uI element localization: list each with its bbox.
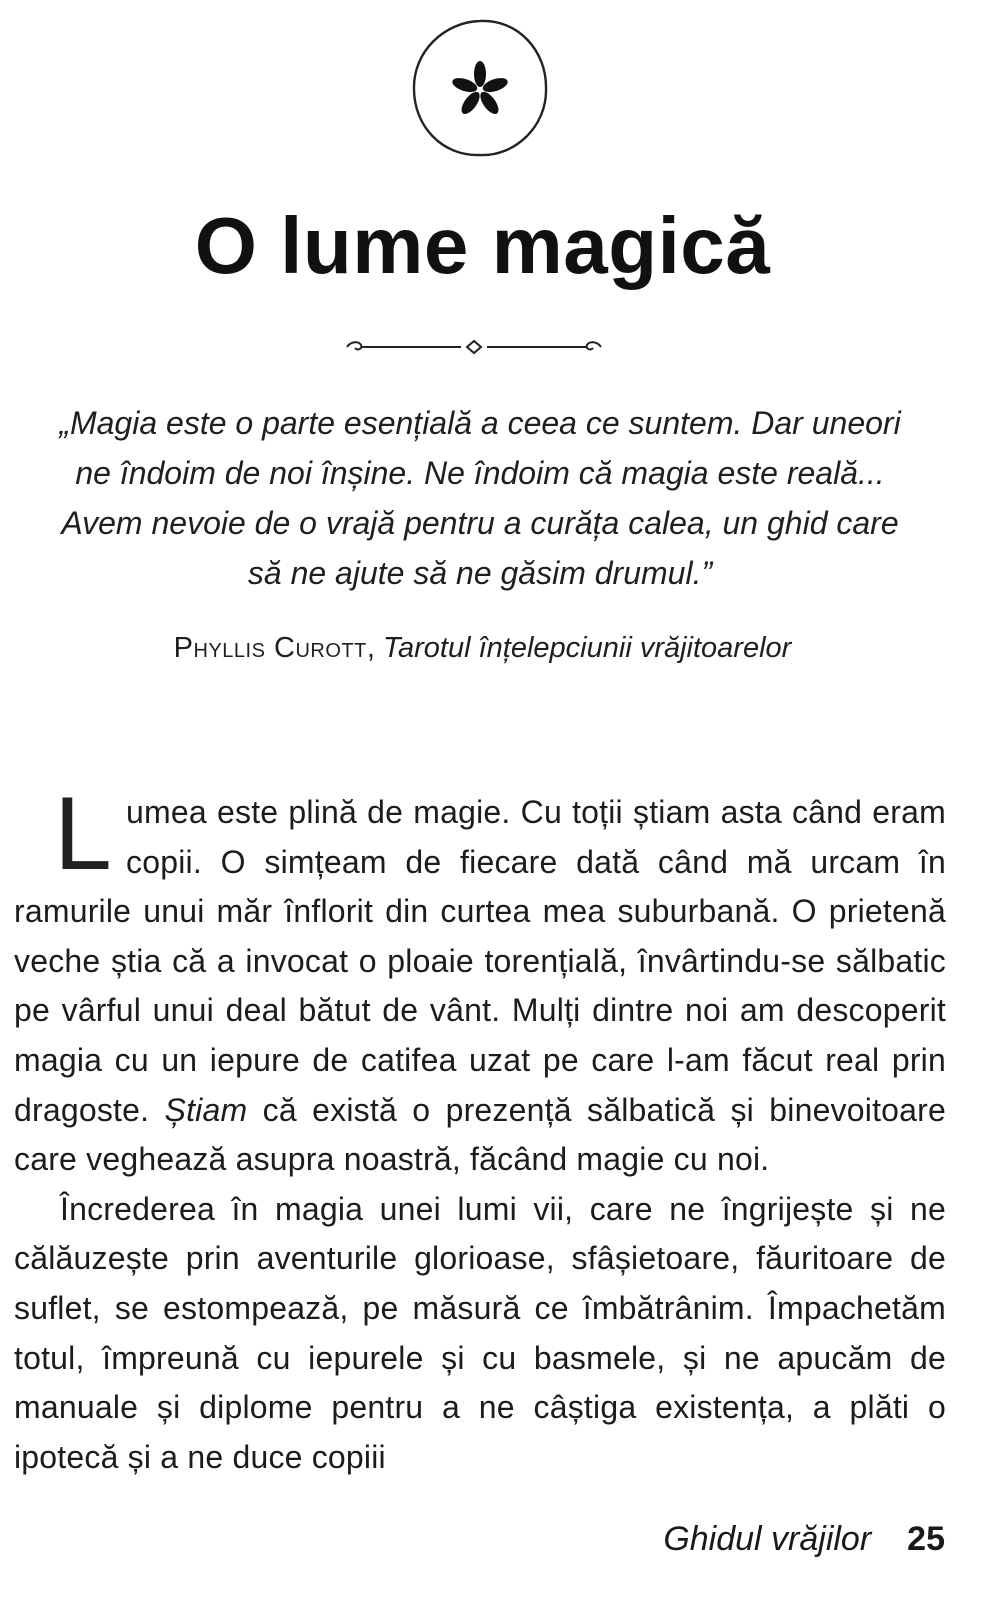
paragraph-1-emphasis: Știam [164, 1091, 248, 1128]
drop-cap: L [54, 776, 113, 892]
epigraph-author: Phyllis Curott [173, 632, 367, 664]
running-book-title: Ghidul vrăjilor [663, 1520, 872, 1558]
page-number: 25 [907, 1520, 945, 1558]
chapter-title: O lume magică [194, 201, 771, 290]
attribution-separator: , [366, 632, 383, 664]
ornamental-divider-icon [343, 335, 605, 359]
flower-ornament-icon [406, 14, 554, 162]
epigraph-quote: „Magia este o parte esențială a ceea ce suntem. Dar uneori ne îndoim de noi înșine. Ne îndoim că magia este reală... Avem nevoie de o vrajă pentru a curăța calea, un ghid care să ne ajute să ne găsim drumul.” [59, 405, 901, 591]
page-footer [663, 1520, 945, 1559]
body-text [14, 776, 947, 1482]
paragraph-1-text-b: că există o prezență sălbatică și binevoitoare care veghează asupra noastră, făcând magie cu noi. [14, 1091, 947, 1178]
paragraph-2: Încrederea în magia unei lumi vii, care ne îngrijește și ne călăuzește prin aventurile glorioase, sfâșietoare, făuritoare de suflet, se estompează, pe măsură ce îmbătrânim. Împachetăm totul, împreună cu iepurele și cu basmele, și ne apucăm de manuale și diplome pentru a ne câștiga existența, a plăti o ipotecă și a ne duce copiii [14, 1190, 946, 1475]
epigraph-work-title: Tarotul înțelepciunii vrăjitoarelor [382, 632, 792, 664]
epigraph-attribution [0, 632, 965, 665]
paragraph-1 [14, 776, 947, 1185]
paragraph-1-text-a: umea este plină de magie. Cu toții știam asta când eram copii. O simțeam de fiecare dată când mă urcam în ramurile unui măr înflorit din curtea mea suburbană. O prietenă veche știa că a invocat o ploaie torențială, învârtindu-se sălbatic pe vârful unui deal bătut de vânt. Mulți dintre noi am descoperit magia cu un iepure de catifea uzat pe care l-am făcut real prin dragoste. [14, 794, 946, 1128]
